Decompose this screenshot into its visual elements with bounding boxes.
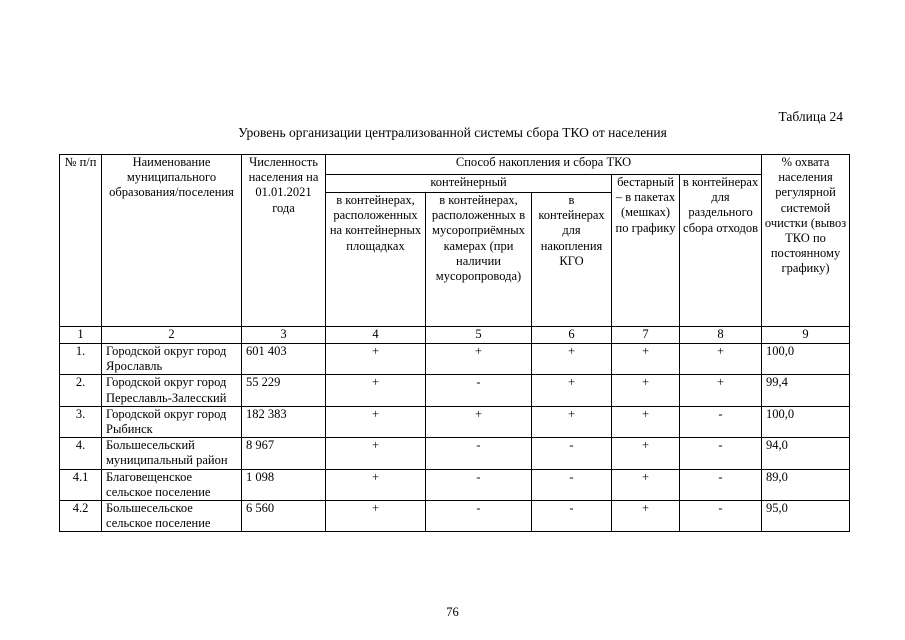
row-c6: -: [532, 438, 612, 469]
row-c4: +: [326, 469, 426, 500]
col-number: 3: [242, 327, 326, 344]
row-c6: -: [532, 469, 612, 500]
header-sub5: в контейнерах, расположенных в мусороприёмных камерах (при наличии мусоропровода): [426, 193, 532, 327]
row-c6: +: [532, 406, 612, 437]
row-coverage: 89,0: [762, 469, 850, 500]
row-c8: +: [680, 375, 762, 406]
row-number: 1.: [60, 344, 102, 375]
table-row: [60, 344, 850, 375]
row-c5: -: [426, 501, 532, 532]
row-coverage: 100,0: [762, 344, 850, 375]
col-number: 4: [326, 327, 426, 344]
table-row: [60, 438, 850, 469]
row-number: 2.: [60, 375, 102, 406]
row-c7: +: [612, 438, 680, 469]
row-population: 1 098: [242, 469, 326, 500]
row-c4: +: [326, 344, 426, 375]
table-row: [60, 406, 850, 437]
row-population: 601 403: [242, 344, 326, 375]
table-row: [60, 501, 850, 532]
row-c8: -: [680, 438, 762, 469]
col-number: 9: [762, 327, 850, 344]
row-c5: -: [426, 375, 532, 406]
row-coverage: 99,4: [762, 375, 850, 406]
row-population: 182 383: [242, 406, 326, 437]
header-container: контейнерный: [326, 175, 612, 193]
row-name: Большесельское сельское поселение: [102, 501, 242, 532]
header-sub7: бестарный – в пакетах (мешках) по графику: [612, 175, 680, 327]
row-c4: +: [326, 501, 426, 532]
header-sub6: в контейнерах для накопления КГО: [532, 193, 612, 327]
row-c7: +: [612, 375, 680, 406]
row-coverage: 100,0: [762, 406, 850, 437]
tko-collection-table: [59, 154, 850, 532]
row-population: 55 229: [242, 375, 326, 406]
row-c7: +: [612, 469, 680, 500]
row-c8: -: [680, 406, 762, 437]
row-coverage: 94,0: [762, 438, 850, 469]
header-coverage: % охвата населения регулярной системой очистки (вывоз ТКО по постоянному графику): [762, 155, 850, 327]
row-c8: +: [680, 344, 762, 375]
row-population: 8 967: [242, 438, 326, 469]
header-method: Способ накопления и сбора ТКО: [326, 155, 762, 175]
col-number: 2: [102, 327, 242, 344]
row-c8: -: [680, 501, 762, 532]
table-row: [60, 469, 850, 500]
col-number: 7: [612, 327, 680, 344]
row-population: 6 560: [242, 501, 326, 532]
row-number: 4.1: [60, 469, 102, 500]
row-number: 4.: [60, 438, 102, 469]
row-number: 4.2: [60, 501, 102, 532]
row-name: Городской округ город Ярославль: [102, 344, 242, 375]
row-name: Благовещенское сельское поселение: [102, 469, 242, 500]
header-population: Численность населения на 01.01.2021 года: [242, 155, 326, 327]
row-c6: +: [532, 375, 612, 406]
table-title: Уровень организации централизованной системы сбора ТКО от населения: [238, 125, 667, 140]
header-num: № п/п: [60, 155, 102, 327]
col-number: 6: [532, 327, 612, 344]
header-sub4: в контейнерах, расположенных на контейнерных площадках: [326, 193, 426, 327]
row-c5: +: [426, 344, 532, 375]
row-c5: +: [426, 406, 532, 437]
header-sub8: в контейнерах для раздельного сбора отходов: [680, 175, 762, 327]
row-name: Большесельский муниципальный район: [102, 438, 242, 469]
table-label: Таблица 24: [778, 109, 843, 124]
row-c6: -: [532, 501, 612, 532]
row-name: Городской округ город Переславль-Залесский: [102, 375, 242, 406]
row-c7: +: [612, 406, 680, 437]
page-number: 76: [446, 605, 459, 619]
row-c8: -: [680, 469, 762, 500]
row-c7: +: [612, 344, 680, 375]
row-c7: +: [612, 501, 680, 532]
col-number: 5: [426, 327, 532, 344]
col-number: 1: [60, 327, 102, 344]
table-row: [60, 375, 850, 406]
row-c5: -: [426, 469, 532, 500]
row-c6: +: [532, 344, 612, 375]
row-name: Городской округ город Рыбинск: [102, 406, 242, 437]
row-c5: -: [426, 438, 532, 469]
row-c4: +: [326, 375, 426, 406]
row-coverage: 95,0: [762, 501, 850, 532]
row-number: 3.: [60, 406, 102, 437]
header-name: Наименование муниципального образования/поселения: [102, 155, 242, 327]
row-c4: +: [326, 406, 426, 437]
col-number: 8: [680, 327, 762, 344]
row-c4: +: [326, 438, 426, 469]
